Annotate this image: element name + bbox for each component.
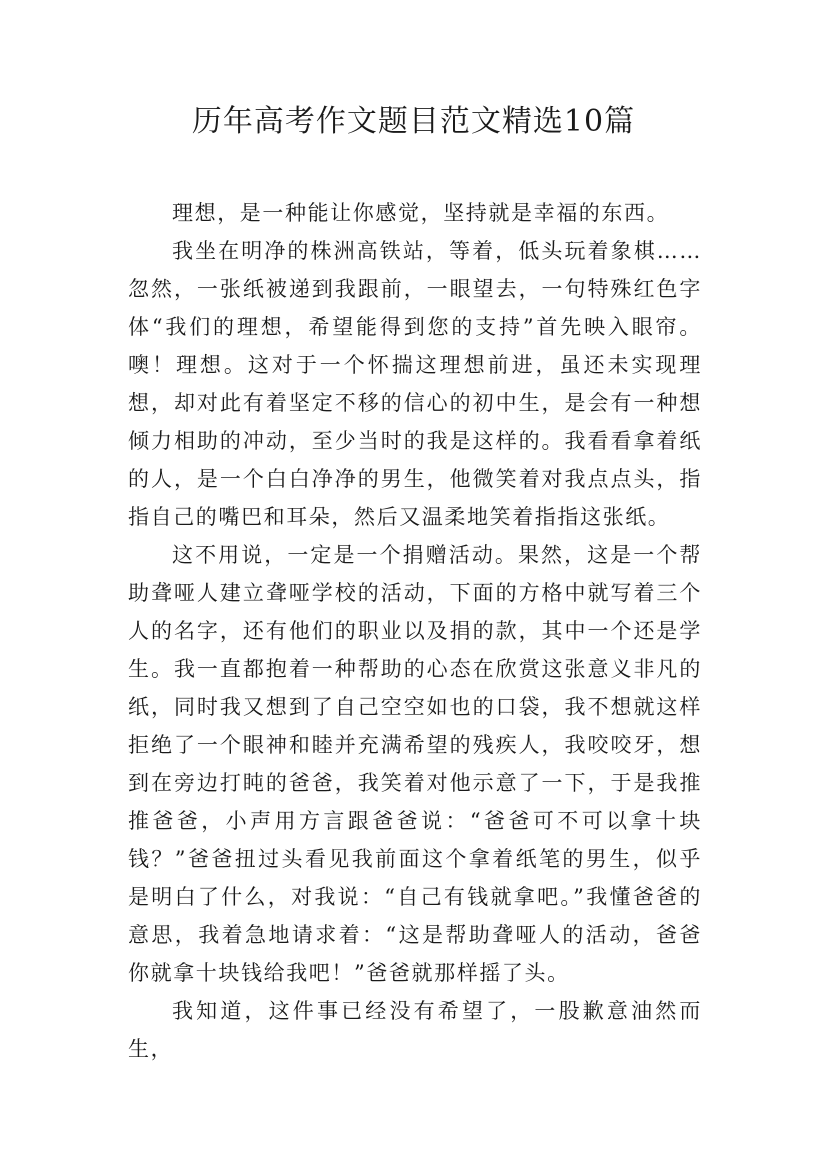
paragraph: 我坐在明净的株洲高铁站，等着，低头玩着象棋……忽然，一张纸被递到我跟前，一眼望去，一句特殊红色字体“我们的理想，希望能得到您的支持”首先映入眼帘。噢！理想。这对于一个怀揣这理想前进，虽还未实现理想，却对此有着坚定不移的信心的初中生，是会有一种想倾力相助的冲动，至少当时的我是这样的。我看看拿着纸的人，是一个白白净净的男生，他微笑着对我点点头，指指自己的嘴巴和耳朵，然后又温柔地笑着指指这张纸。: [128, 239, 702, 529]
article-body: [128, 194, 702, 1068]
paragraph: 我知道，这件事已经没有希望了，一股歉意油然而生，: [128, 999, 702, 1061]
page-title: 历年高考作文题目范文精选10篇: [191, 104, 636, 139]
paragraph: 这不用说，一定是一个捐赠活动。果然，这是一个帮助聋哑人建立聋哑学校的活动，下面的方格中就写着三个人的名字，还有他们的职业以及捐的款，其中一个还是学生。我一直都抱着一种帮助的心态在欣赏这张意义非凡的纸，同时我又想到了自己空空如也的口袋，我不想就这样拒绝了一个眼神和睦并充满希望的残疾人，我咬咬牙，想到在旁边打盹的爸爸，我笑着对他示意了一下，于是我推推爸爸，小声用方言跟爸爸说：“爸爸可不可以拿十块钱？”爸爸扭过头看见我前面这个拿着纸笔的男生，似乎是明白了什么，对我说：“自己有钱就拿吧。”我懂爸爸的意思，我着急地请求着：“这是帮助聋哑人的活动，爸爸你就拿十块钱给我吧！”爸爸就那样摇了头。: [128, 543, 702, 985]
paragraph: 理想，是一种能让你感觉，坚持就是幸福的东西。: [172, 201, 670, 225]
